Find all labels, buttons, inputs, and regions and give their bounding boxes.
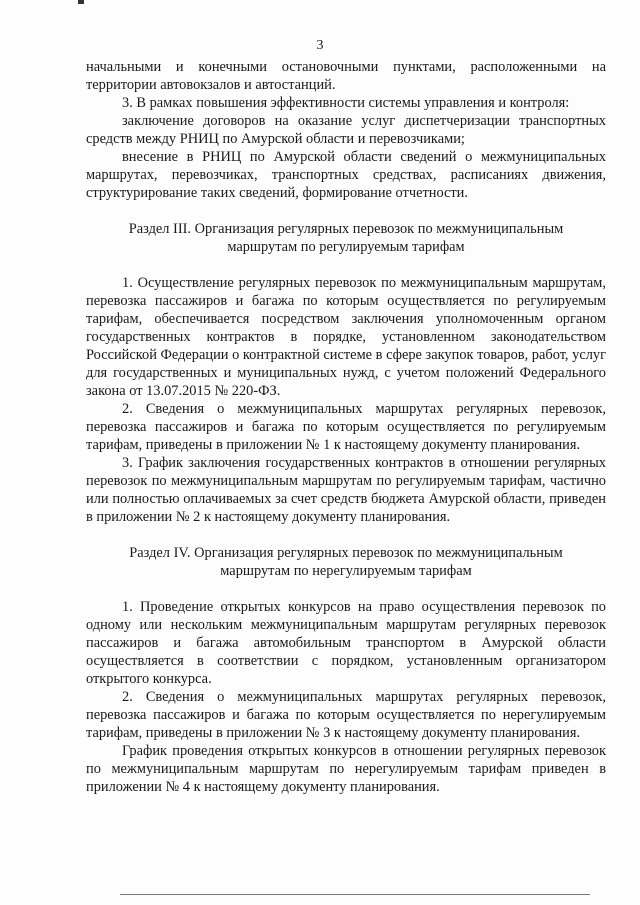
scan-mark <box>78 0 84 4</box>
paragraph-rnic-data: внесение в РНИЦ по Амурской области сведений о межмуниципальных маршрутах, перевозчиках, транспортных средствах, расписаниях движения, структурирование таких сведений, формирование отчетности. <box>86 149 606 201</box>
section-3-paragraph-3: 3. График заключения государственных контрактов в отношении регулярных перевозок по межмуниципальным маршрутам по регулируемым тарифам, частично или полностью оплачиваемых за счет средств бюджета Амурской области, приведен в приложении № 2 к настоящему документу планирования. <box>86 455 606 525</box>
bottom-edge-line <box>120 894 590 895</box>
section-4-paragraph-1: 1. Проведение открытых конкурсов на право осуществления перевозок по одному или нескольким межмуниципальным маршрутам регулярных перевозок пассажиров и багажа автомобильным транспортом в Амурской области осуществляется в соответствии с порядком, установленным организатором открытого конкурса. <box>86 599 606 687</box>
section-4-paragraph-3: График проведения открытых конкурсов в отношении регулярных перевозок по межмуниципальным маршрутам по нерегулируемым тарифам приведен в приложении № 4 к настоящему документу планирования. <box>86 743 606 795</box>
section-3-title: Раздел III. Организация регулярных перевозок по межмуниципальным маршрутам по регулируемым тарифам <box>128 221 564 255</box>
section-4-title: Раздел IV. Организация регулярных перевозок по межмуниципальным маршрутам по нерегулируемым тарифам <box>129 545 563 579</box>
section-4-paragraph-2: 2. Сведения о межмуниципальных маршрутах регулярных перевозок, перевозка пассажиров и багажа по которым осуществляется по нерегулируемым тарифам, приведены в приложении № 3 к настоящему документу планирования. <box>86 689 606 741</box>
document-body <box>86 58 606 796</box>
paragraph-item-3: 3. В рамках повышения эффективности системы управления и контроля: <box>122 95 570 111</box>
section-3-paragraph-2: 2. Сведения о межмуниципальных маршрутах регулярных перевозок, перевозка пассажиров и багажа по которым осуществляется по регулируемым тарифам, приведены в приложении № 1 к настоящему документу планирования. <box>86 401 606 453</box>
page-number: 3 <box>316 38 324 53</box>
section-3-paragraph-1: 1. Осуществление регулярных перевозок по межмуниципальным маршрутам, перевозка пассажиров и багажа по которым осуществляется по регулируемым тарифам, обеспечивается посредством заключения уполномоченным органом государственных контрактов в порядке, установленном законодательством Российской Федерации о контрактной системе в сфере закупок товаров, работ, услуг для государственных и муниципальных нужд, с учетом положений Федерального закона от 13.07.2015 № 220-ФЗ. <box>86 275 606 399</box>
paragraph-continuation: начальными и конечными остановочными пунктами, расположенными на территории автовокзалов и автостанций. <box>86 59 606 93</box>
paragraph-dispatch-contracts: заключение договоров на оказание услуг диспетчеризации транспортных средств между РНИЦ по Амурской области и перевозчиками; <box>86 113 606 147</box>
